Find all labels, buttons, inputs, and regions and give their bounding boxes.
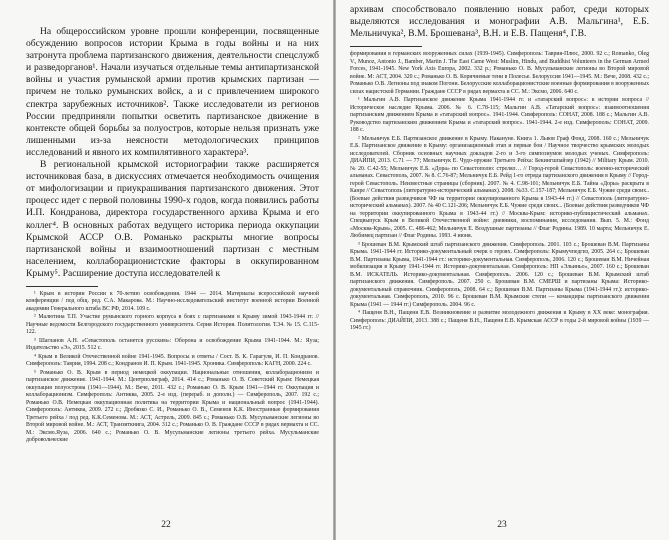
footnote: ⁴ Крым в Великой Отечественной войне 1941-1945. Вопросы и ответы / Сост. В. К. Гарагуля, И. П. Кондранов. Симферополь: Таврия, 1994. 208 с.; Кондранов И. П. Крым. 1941-1945. Хроника. Симферополь: КАГН, 2000. 224 с. — [26, 353, 319, 368]
footnote: ² Малютина Т.П. Участие румынского горного корпуса в боях с партизанами в Крыму зимой 1943-1944 гг. // Научные ведомости Белгородского государственного университета. Серия История. Политология. Т.34. № 15. С.115-122. — [26, 314, 319, 336]
right-footnotes — [350, 51, 649, 333]
footnote: ⁴ Пащеня В.Н., Пащеня Е.В. Возникновение и развитие молодежного движения в Крыму в ХХ веке: монография. Симферополь: ДИАЙПИ, 2013. 388 с.; Пащеня В.Н., Пащеня Е.В. Крымская АССР в годы 2-й мировой войны (1939 — 1945 гг.) — [350, 310, 649, 332]
left-body-text — [26, 26, 319, 280]
right-page — [336, 0, 669, 540]
footnote: ⁵ Романько О. В. Крым в период немецкой оккупации. Национальные отношения, коллаборационизм и партизанское движение. 1941-1944. М.: Центрполиграф, 2014. 414 с.; Романько О. В. Советский Крым: Немецкая оккупация полуострова (1941—1944). М.: Вече, 2011. 432 с.; Романько О. В. Крым 1941—1944 гг. Оккупация и коллаборационизм. Симферополь: Антиква, 2005. 2-е изд. (перераб. и дополн.) — Симферополь, 2007. 192 с.; Романько О.В. Немецкая оккупационная политика на территории Крыма и национальный вопрос (1941-1944). Симферополь: Антиква, 2009. 272 с.; Дробязко С. И., Романько О. В., Семенов К.К. Иностранные формирования Третьего рейха / под ред. К.К.Семенова. М.: АСТ, Астрель, 2009. 845 с.; Романько О.В. Мусульманские легионы во Второй мировой войне. М.: АСТ, Транзиткнига, 2004. 312 с.; Романько О. В. Граждане СССР в рядах вермахта и СС. М.: Эксмо.Яуза, 2006. 640 с.; Романько О. В. Мусульманские легионы третьего рейха. Мусульманские добровольческие — [26, 369, 319, 444]
left-paragraph: На общероссийском уровне прошли конференции, посвященные обсуждению вопросов истории Крыма в годы войны и на них затронута проблема партизанского движения, деятельности спецслужб и разведорганов¹. Начали изучаться отдельные темы антипартизанской войны и участия румынской армии против крымских партизан — причем не только румынских войск, а и с привлечением широкого спектра зарубежных источников². Также исследователи из регионов России предприняли попытки осветить партизанское движение в контексте общей борьбы за полуостров, которые нельзя признать уже лишенными из-за неясности методологических принципов исследований и явного их компилятивного характера³. — [26, 26, 319, 158]
page-number-right: 23 — [497, 520, 507, 530]
footnote: ² Мельничук Е.Б. Партизанское движение в Крыму. Накануне. Книга 1. Львов Граф Фонд, 2008. 160 с.; Мельничук Е.Б. Партизанское движение в Крыму: организационный этап и первые бои / Научное творчество крымских молодых исследователей. Сборник основных научных докладов 2-го и 3-го симпозиумов молодых ученых. Симферополь: ДИАЙПИ, 2013. С.71 — 77; Мельничук Е. Чудо-оружие Третьего Рейха: Бекингшпайзер (1942) // Military Крым. 2010. № 20. С.42-55; Мельничук Е.Б. «Дора» по Севастополю: стрелял… // Город-герой Севастополь: военно-исторический альманах. Севастополь, 2007. № 8. С.76-87; Мельничук Е.Б. Рейд 1-го отряда партизанского движения в Крыму // Город-герой Севастополь. Неизвестные страницы (сборник). 2007. № 4. С.98-101; Мельничук Е.Б. Тайна «Доры» раскрыта в Канре // Севастополь (литературно-исторический альманах). 2008. №33. С.157-187; Мельничук Е.Б. Чужие среди своих.. (Боевые действия разведчиков ЧФ на территории оккупированного Крыма в 1943-44 гг.) // Севастополь (литературно-исторический альманах). 2007. № 40 С.121-206; Мельничук Е.Б. Чужие среди своих... (Боевые действия разведчиков ЧФ на территории оккупированного Крыма в 1943-44 гг.) // Москва-Крым: историко-публицистический альманах. Спецвыпуск Крым в Великой Отечественной войне: дневники, воспоминания, исследования. Вып. 5. М.: Фонд «Москва-Крым», 2005. С. 486-462; Мельничук Е. Воздушные партизаны // Флаг Родины. 1989. 10 марта; Мельничук Е. Любимец партизан // Флаг Родины. 1993. 4 июня. — [350, 135, 650, 240]
right-paragraph: архивам способствовало появлению новых работ, среди которых выделяются исследования и монографии А.В. Мальгина¹, Е.Б. Мельничука², В.М. Брошевана³, В.Н. и Е.В. Пащеня⁴, Г.В. — [350, 4, 649, 40]
footnote: ¹ Мальгин А.В. Партизанское движение Крыма 1941-1944 гг. и «татарский вопрос»: к истории вопроса // Историческое наследие Крыма. 2006. № 6. С.78-115; Мальгин А.В. «Татарский вопрос»: взаимоотношения партизанским движением Крыма и «татарский вопрос». 1941-1944. Симферополь: СОНАТ, 2008. 188 с.; Мальгин А.В. Руководство партизанским движением Крыма и «татарский вопрос». 1941-1944. 2-е изд. Симферополь: СОНАТ, 2009. 188 с. — [350, 97, 649, 134]
footnote: ¹ Крым в истории России к 70-летию освобождения. 1944 — 2014. Материалы всероссийской научной конференции / под общ. ред. С.А. Макарова. М.: Научно-исследовательский институт военной истории Военной академии Генерального штаба ВС РФ, 2014. 109 с. — [26, 290, 319, 312]
left-page — [0, 0, 333, 540]
footnote: формирования в германских вооруженных силах (1939-1945). Симферополь: Таврия-Плюс, 2000. 92 с.; Romanko, Oleg V., Munoz, Antonio J., Bamber, Martin J. The East Came West: Muslim, Hindu, and Buddhist Volunteers in the German Armed Forces, 1941-1945. New York Axis Europa, 2002. 332 p.; Романько О. В. Мусульманские легионы во Второй мировой войне. М: АСТ, 2004. 320 с.; Романько О. В. Коричневые тени в Полесье. Белоруссия 1941—1945. М.: Вече, 2008. 432 с.; Романько О.В. Легионы под знаком Погони. Белорусские коллаборационистские военные формирования в вооруженных силах нацистской Германии. Граждане СССР в рядах вермахта и СС. М.: Эксмо, 2006. 640 с. — [350, 51, 649, 95]
footnote-rule — [350, 46, 422, 47]
footnote: ³ Брошеван В.М. Крымский штаб партизанского движения. Симферополь. 2001. 103 с.; Брошеван В.М. Партизаны Крыма. 1941-1944 гг. Историко-документальный очерк о героях. Симферополь: Крымучпедгиз, 2005. 264 с.; Брошеван В.М. Партизаны Крыма, 1941-1944 гг.: историко-документальная. Симферополь, 2006. 120 с.; Брошеван В.М. Ничейная мобилизация в Крыму 1941-1944 гг. Историко-документальная. Симферополь: НП «Эльиньо», 2007. 160 с.; Брошеван В.М. ИСКАТЕЛЬ. Историко-документальная. Симферополь. 2006. 120 с.; Брошеван В.М. Крымский штаб партизанского движения. Симферополь. 2007. 250 с. Брошеван В.М. СМЕРШ и партизаны Крыма: Историко-документальный справочник. Симферополь, 2008. 64 с.; Брошеван В.М. Партизаны Крыма (1941-1944 гг.): историко-документальная. Симферополь, 2010. 96 с. Брошеван В.М. Крымские степи — командиры партизанского движения Крыма (1941 — 1944 гг.) Симферополь. 2004. 96 с. — [350, 241, 649, 308]
page-number-left: 22 — [161, 520, 171, 530]
right-body-text — [350, 4, 649, 40]
left-paragraph: В региональной крымской историографии также расширяется источниковая база, в дискуссиях отмечается необходимость очищения от мифологизации и приукрашивания партизанского движения. Этот процесс идет с первой половины 1990-х годов, когда появились работы И.П. Кондранова, директора государственного архива Крыма и его коллег⁴. В основных работах ведущего историка периода оккупации Крымской АССР О.В. Романько раскрыты многие вопросы партизанской войны и взаимоотношений партизан с местным населением, коллаборационистские факторы в оккупированном Крыму⁵. Расширение доступа исследователей к — [26, 159, 319, 279]
left-footnotes — [26, 291, 319, 445]
footnote: ³ Шагланов А.Н. «Севастополь останется русским»: Оборона и освобождение Крыма 1941-1944. М.: Яуза; Издательство «Э», 2015. 512 с. — [26, 337, 319, 352]
footnote-rule — [26, 286, 98, 287]
